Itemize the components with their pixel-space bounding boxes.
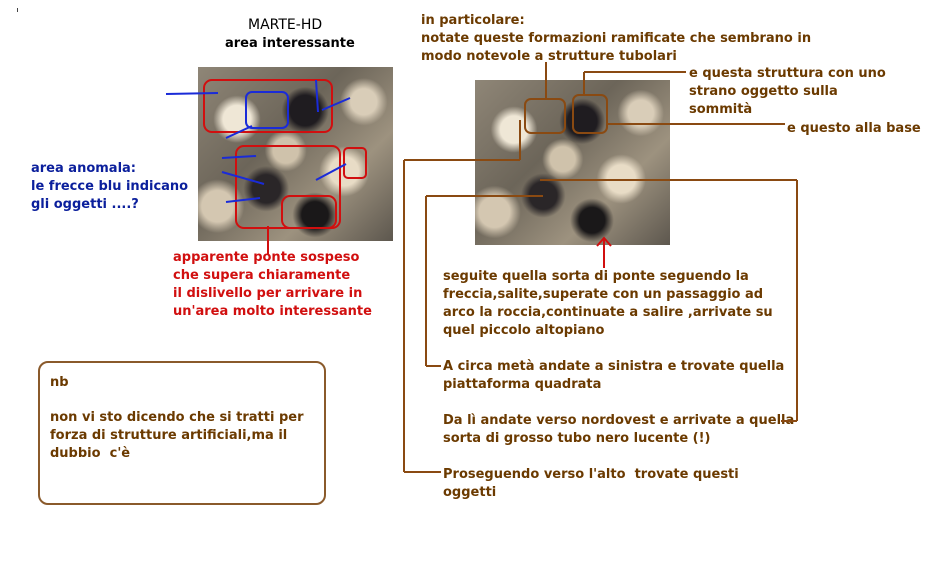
panel-subtitle: area interessante <box>225 36 355 51</box>
panel-title: MARTE-HD <box>248 17 323 33</box>
path-step-2: A circa metà andate a sinistra e trovate quella piattaforma quadrata <box>443 359 785 392</box>
path-step-4: Proseguendo verso l'alto trovate questi oggetti <box>443 467 739 500</box>
base-note: e questo alla base <box>787 121 921 136</box>
red-frame-middle <box>236 146 340 228</box>
blue-arrows <box>166 80 350 202</box>
red-frame-top <box>204 80 332 132</box>
bridge-note: apparente ponte sospeso che supera chiaramente il dislivello per arrivare in un'area molto interessante <box>173 250 372 319</box>
intro-note: in particolare: notate queste formazioni ramificate che sembrano in modo notevole a strutture tubolari <box>421 13 812 64</box>
note-label: nb <box>50 375 69 390</box>
path-step-3: Da lì andate verso nordovest e arrivate a quella sorta di grosso tubo nero lucente (!) <box>443 413 795 446</box>
blue-frame <box>246 92 288 128</box>
up-arrow-icon <box>597 238 611 268</box>
note-text: non vi sto dicendo che si tratti per forza di strutture artificiali,ma il dubbio c'è <box>50 410 304 461</box>
red-frame-bridge <box>282 196 336 228</box>
anomaly-note: area anomala: le frecce blu indicano gli oggetti ....? <box>31 161 189 212</box>
red-frame-right <box>344 148 366 178</box>
structure-note: e questa struttura con uno strano oggetto sulla sommità <box>689 66 886 117</box>
brown-callouts <box>404 62 797 472</box>
path-step-1: seguite quella sorta di ponte seguendo la freccia,salite,superate con un passaggio ad arco la roccia,continuate a salire ,arrivate su quel piccolo altopiano <box>443 269 773 338</box>
